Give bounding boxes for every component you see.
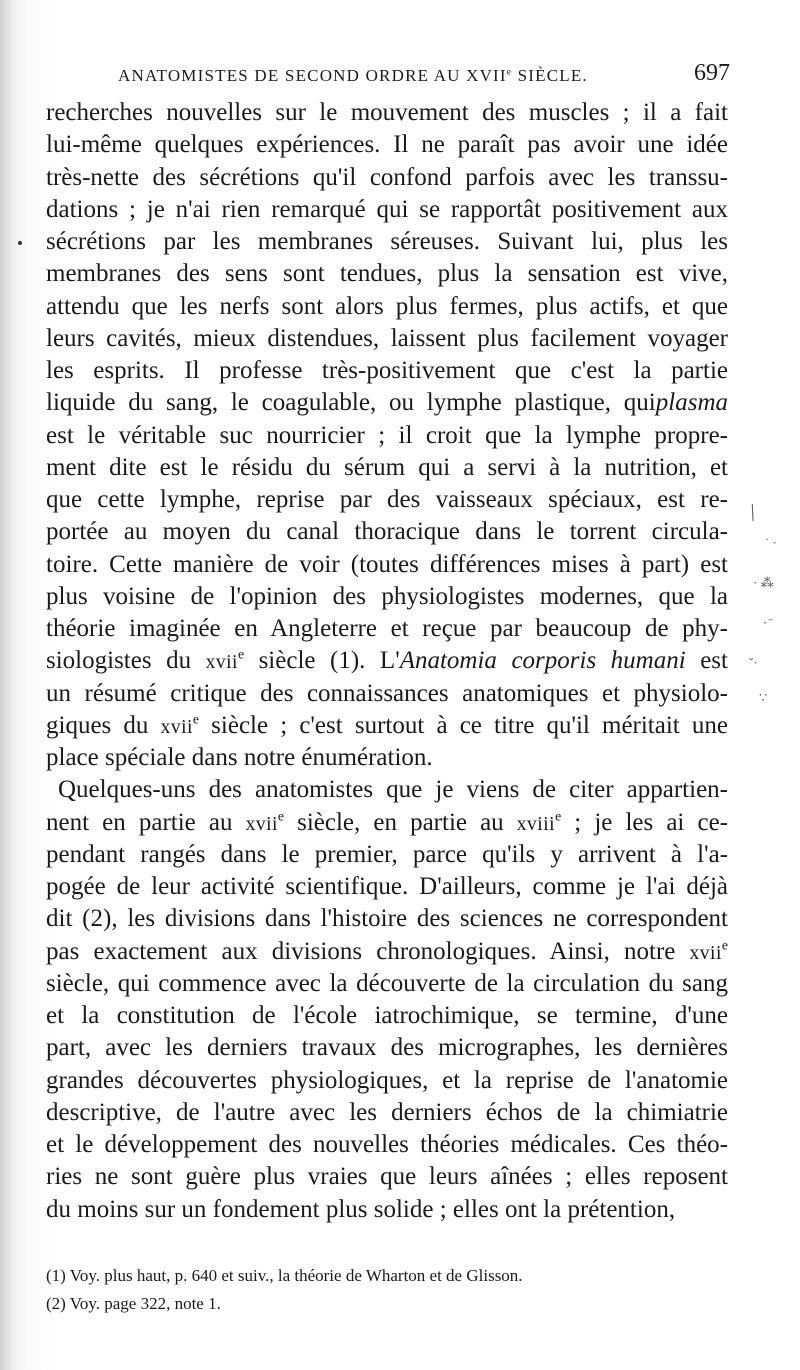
text-line: toire. Cette manière de voir (toutes différences mises à part) est [46, 550, 728, 578]
text-line: siècle, qui commence avec la découverte de la circulation du sang [46, 969, 728, 997]
text-line: lui-même quelques expériences. Il ne paraît pas avoir une idée [46, 131, 728, 159]
margin-dot [18, 241, 22, 245]
page-number: 697 [694, 60, 730, 86]
page-header [118, 60, 730, 94]
text-line: Quelques-uns des anatomistes que je viens de citer appartien- [58, 776, 728, 804]
text-line: du moins sur un fondement plus solide ; elles ont la prétention, [46, 1195, 676, 1223]
text-line: place spéciale dans notre énumération. [46, 744, 433, 771]
text-line: dations ; je n'ai rien remarqué qui se rapportât positivement aux [46, 195, 728, 223]
text-line: grandes découvertes physiologiques, et la reprise de l'anatomie [46, 1066, 728, 1094]
text-line: pogée de leur activité scientifique. D'ailleurs, comme je l'ai déjà [46, 873, 728, 900]
body-text [46, 97, 728, 1226]
running-head: ANATOMISTES DE SECOND ORDRE AU XVIIe SIÈCLE. [118, 66, 588, 85]
text-line: descriptive, de l'autre avec les derniers échos de la chimiatrie [46, 1098, 728, 1126]
text-line: et la constitution de l'école iatrochimique, se termine, d'une [46, 1002, 728, 1029]
footnotes [46, 1262, 686, 1318]
text-line: théorie imaginée en Angleterre et reçue par beaucoup de phy- [46, 615, 728, 642]
text-line: pas exactement aux divisions chronologiques. Ainsi, notre xvii$^e$ [46, 936, 728, 965]
text-line: part, avec les derniers travaux des micrographes, les dernières [46, 1034, 728, 1062]
text-line: que cette lymphe, reprise par des vaisseaux spéciaux, est re- [46, 486, 728, 513]
text-line: leurs cavités, mieux distendues, laissent plus facilement voyager [46, 324, 728, 352]
text-line: très-nette des sécrétions qu'il confond parfois avec les transsu- [46, 163, 728, 191]
text-line: sécrétions par les membranes séreuses. Suivant lui, plus les [46, 228, 728, 255]
text-line: portée au moyen du canal thoracique dans le torrent circula- [46, 518, 728, 546]
text-line: est le véritable suc nourricier ; il croit que la lymphe propre- [46, 421, 728, 449]
margin-stamp-marks: ╱ ˙ · · ⁂ · ̄ ˇ· ∵ [745, 504, 777, 705]
text-line: ries ne sont guère plus vraies que leurs aînées ; elles reposent [46, 1163, 728, 1191]
text-line: liquide du sang, le coagulable, ou lymphe plastique, quiplasma [46, 389, 728, 417]
text-line: les esprits. Il professe très-positivement que c'est la partie [46, 357, 728, 384]
text-line: siologistes du xvii$^e$ siècle (1). L'Anatomia corporis humani est [46, 646, 728, 675]
text-line: attendu que les nerfs sont alors plus fermes, plus actifs, et que [46, 292, 728, 320]
footnote-1: (1) Voy. plus haut, p. 640 et suiv., la théorie de Wharton et de Glisson. [46, 1266, 523, 1285]
text-line: pendant rangés dans le premier, parce qu'ils y arrivent à l'a- [46, 840, 728, 868]
text-line: membranes des sens sont tendues, plus la sensation est vive, [46, 260, 728, 288]
text-line: recherches nouvelles sur le mouvement des muscles ; il a fait [46, 99, 728, 126]
text-line: un résumé critique des connaissances anatomiques et physiolo- [46, 679, 728, 707]
text-line: ment dite est le résidu du sérum qui a servi à la nutrition, et [46, 453, 728, 481]
footnote-2: (2) Voy. page 322, note 1. [46, 1294, 221, 1313]
text-line: nent en partie au xvii$^e$ siècle, en partie au xviii$^e$ ; je les ai ce- [46, 807, 728, 836]
text-line: dit (2), les divisions dans l'histoire des sciences ne correspondent [46, 905, 728, 933]
text-line: et le développement des nouvelles théories médicales. Ces théo- [46, 1131, 728, 1158]
text-line: giques du xvii$^e$ siècle ; c'est surtout à ce titre qu'il méritait une [46, 711, 728, 739]
text-line: plus voisine de l'opinion des physiologistes modernes, que la [46, 582, 728, 610]
